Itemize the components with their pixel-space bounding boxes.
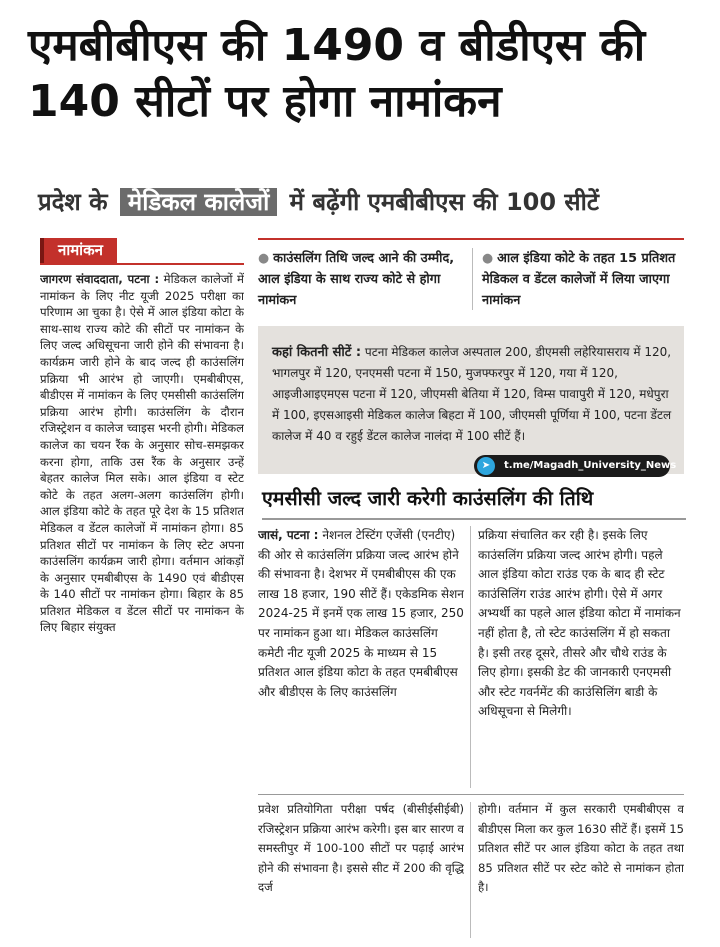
bullet-point-2: ● आल इंडिया कोटे के तहत 15 प्रतिशत मेडिकल व डेंटल कालेजों में लिया जाएगा नामांकन [482,251,676,308]
bottom-col2-text: होगी। वर्तमान में कुल सरकारी एमबीबीएस व बीडीएस मिला कर कुल 1630 सीटें हैं। इसमें 15 प्रतिशत सीटें पर आल इंडिया कोटा के तहत तथा 85 प्रतिशत सीटें पर स्टेट कोटे से नामांकन होता है। [478,802,684,894]
bottom-col1-text: प्रवेश प्रतियोगिता परीक्षा पर्षद (बीसीईसीईबी) रजिस्ट्रेशन प्रक्रिया आरंभ करेगी। इस बार सारण व समस्तीपुर में 100-100 सीटों पर पढ़ाई आरंभ होने की संभावना है। इससे सीट में 200 की वृद्धि दर्ज [258,802,464,894]
second-col1-text: नेशनल टेस्टिंग एजेंसी (एनटीए) की ओर से काउंसलिंग प्रक्रिया जल्द आरंभ होने की संभावना है। देशभर में एमबीबीएस की एक लाख 18 हजार, 190 सीटें हैं। एकेडमिक सेशन 2024-25 में इनमें एक लाख 15 हजार, 250 पर नामांकन हुआ था। मेडिकल काउंसलिंग कमेटी नीट यूजी 2025 के माध्यम से 15 प्रतिशत आल इंडिया कोटा के तहत एमबीबीएस और बीडीएस के लिए काउंसलिंग [258,528,464,699]
second-byline: जासं, पटना : [258,528,319,542]
seats-list: पटना मेडिकल कालेज अस्पताल 200, डीएमसी लहेरियासराय में 120, भागलपुर में 120, एनएमसी पटना में 150, मुजफ्फरपुर में 120, गया में 120, आइजीआइएमएस पटना में 120, जीएमसी बेतिया में 120, विम्स पावापुरी में 120, मधेपुरा में 100, इएसआइसी मेडिकल कालेज बिहटा में 100, जीएमसी पूर्णिया में 100, पटना डेंटल कालेज में 40 व रहुई डेंटल कालेज नालंदा में 100 सीटें हैं। [272,345,672,443]
left-article-text [40,271,244,636]
telegram-icon: ➤ [477,457,495,475]
bullet-dot-icon: ● [482,251,494,266]
subhead-before: प्रदेश के [38,188,108,216]
column-divider-bottom [470,802,471,938]
telegram-handle: t.me/Magadh_University_News [504,460,677,471]
bullet-divider [472,248,473,310]
section-tag-line [40,238,244,265]
seats-box-text [272,342,672,447]
second-article-col-1 [258,526,464,790]
second-headline: एमसीसी जल्द जारी करेगी काउंसलिंग की तिथि [262,484,686,520]
bottom-col-1 [258,800,464,938]
telegram-badge[interactable] [474,455,677,477]
bullet-points [258,238,684,318]
left-byline: जागरण संवाददाता, पटना : [40,272,160,286]
subheadline [38,184,698,220]
headline: एमबीबीएस की 1490 व बीडीएस की 140 सीटों पर होगा नामांकन [28,20,646,127]
seats-box [258,326,684,474]
section-tag: नामांकन [40,238,117,263]
horizontal-rule [258,794,684,795]
subhead-after: में बढ़ेंगी एमबीबीएस की 100 सीटें [289,188,599,216]
left-article [40,238,244,938]
seats-label: कहां कितनी सीटें : [272,345,362,360]
bottom-col-2 [478,800,684,938]
second-col2-text: प्रक्रिया संचालित कर रही है। इसके लिए काउंसलिंग प्रक्रिया जल्द आरंभ होगी। पहले आल इंडिया कोटा राउंड एक के बाद ही स्टेट काउंसिलिंग राउंड आरंभ होगी। ऐसे में अगर अभ्यर्थी का पहले आल इंडिया कोटा में नामांकन नहीं होता है, तो स्टेट काउंसलिंग में हो सकता है। इसी तरह दूसरे, तीसरे और चौथे राउंड के लिए होगा। इसकी डेट की जानकारी एनएमसी और स्टेट गवर्नमेंट की काउंसिलिंग बाडी के अधिसूचना से मिलेगी। [478,528,681,719]
bullet-dot-icon: ● [258,251,270,266]
bullet-point-1: ● काउंसलिंग तिथि जल्द आने की उम्मीद, आल इंडिया के साथ राज्य कोटे से होगा नामांकन [258,251,455,308]
left-body: मेडिकल कालेजों में नामांकन के लिए नीट यूजी 2025 परीक्षा का परिणाम आ चुका है। ऐसे में आल इंडिया कोटा के साथ-साथ राज्य कोटे की सीटों पर नामांकन के लिए जल्द अधिसूचना जारी होने की संभावना है। कार्यक्रम जारी होने के बाद जल्द ही काउंसलिंग प्रक्रिया भी आरंभ हो जाएगी। एमबीबीएस, बीडीएस में नामांकन के लिए एमसीसी काउंसलिंग प्रक्रिया आरंभ होगी। काउंसलिंग के दौरान रजिस्ट्रेशन व कालेज च्वाइस भरनी होगी। मेडिकल कालेज का चयन रैंक के अनुसार सोच-समझकर करना होगा, ताकि उस रैंक के अनुसार उन्हें बेहतर कालेज मिल सके। आल इंडिया व स्टेट कोटे के तहत अलग-अलग काउंसलिंग होगी। आल इंडिया कोटे के तहत पूरे देश के 15 प्रतिशत मेडिकल व डेंटल कालेजों में नामांकन होगा। 85 प्रतिशत सीटों पर नामांकन के लिए स्टेट अपना काउंसलिंग कार्यक्रम जारी होगा। वर्तमान आंकड़ों के अनुसार एमबीबीएस के 1490 एवं बीडीएस के 140 सीटों पर नामांकन होगा। बिहार के 85 प्रतिशत मेडिकल व डेंटल सीटों पर नामांकन के लिए बिहार संयुक्त [40,272,244,635]
subhead-highlight: मेडिकल कालेजों [120,188,277,216]
column-divider [470,526,471,788]
second-article-col-2 [478,526,684,790]
